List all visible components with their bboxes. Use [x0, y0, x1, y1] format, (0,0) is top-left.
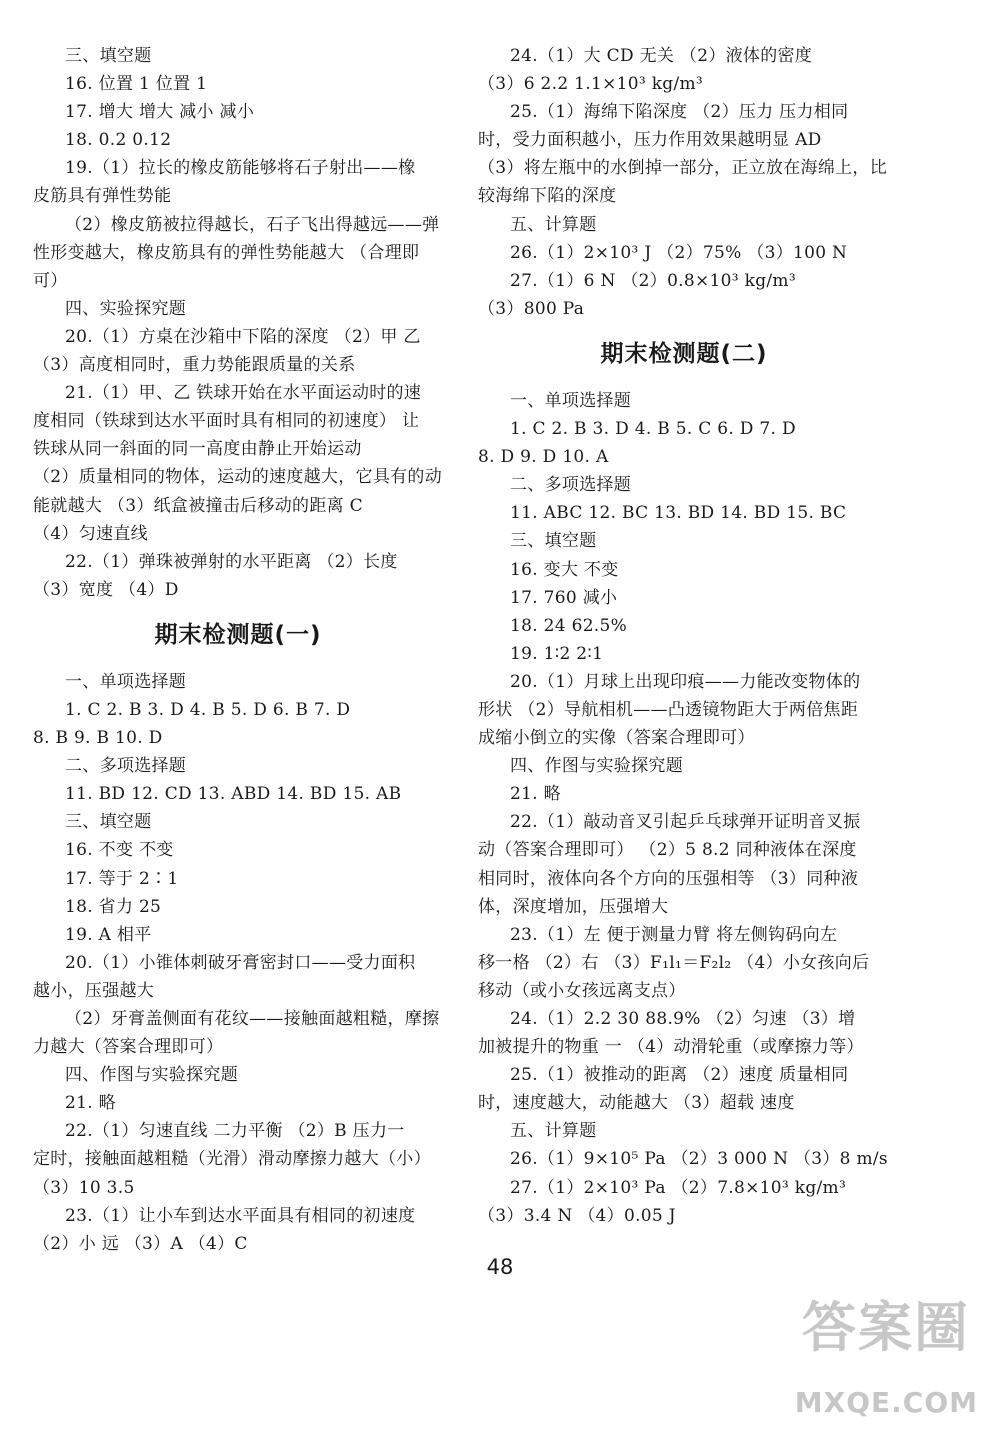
answer-line: （2）小 远 （3）A （4）C [33, 1233, 248, 1254]
answer-line: 18. 省力 25 [65, 896, 162, 917]
answer-line: 时，速度越大，动能越大 （3）超载 速度 [478, 1093, 795, 1114]
answer-line: （3）宽度 （4）D [33, 579, 179, 600]
answer-line: 一、单项选择题 [65, 671, 187, 692]
answer-line: 18. 0.2 0.12 [65, 130, 172, 151]
answer-line: 20.（1）方桌在沙箱中下陷的深度 （2）甲 乙 [65, 326, 421, 347]
answer-line: （3）将左瓶中的水倒掉一部分，正立放在海绵上，比 [478, 158, 888, 179]
answer-line: 二、多项选择题 [65, 756, 187, 777]
section-title: 期末检测题(一) [154, 621, 322, 648]
answer-line: 移一格 （2）右 （3）F₁l₁＝F₂l₂ （4）小女孩向后 [478, 952, 870, 973]
answer-line: 越小，压强越大 [33, 980, 155, 1001]
answer-line: 21. 略 [65, 1093, 116, 1114]
answer-line: 26.（1）2×10³ J （2）75% （3）100 N [510, 242, 848, 263]
answer-line: 较海绵下陷的深度 [478, 186, 617, 207]
answer-line: 25.（1）被推动的距离 （2）速度 质量相同 [510, 1065, 849, 1086]
answer-line: 20.（1）月球上出现印痕——力能改变物体的 [510, 671, 861, 692]
answer-line: 相同时，液体向各个方向的压强相等 （3）同种液 [478, 868, 859, 889]
answer-line: 18. 24 62.5% [510, 615, 628, 636]
answer-line: 移动（或小女孩远离支点） [478, 980, 686, 1001]
answer-line: 四、实验探究题 [65, 298, 187, 319]
answer-line: 23.（1）让小车到达水平面具有相同的初速度 [65, 1205, 416, 1226]
answer-line: 皮筋具有弹性势能 [33, 186, 172, 207]
section-title: 期末检测题(二) [600, 340, 768, 367]
answer-line: 能就越大 （3）纸盒被撞击后移动的距离 C [33, 495, 363, 516]
answer-line: 三、填空题 [65, 46, 152, 66]
answer-line: 26.（1）9×10⁵ Pa （2）3 000 N （3）8 m/s [510, 1149, 888, 1170]
watermark-text: 答案圈 [802, 1296, 970, 1359]
answer-line: 24.（1）2.2 30 88.9% （2）匀速 （3）增 [510, 1009, 856, 1029]
answer-line: （2）质量相同的物体，运动的速度越大，它具有的动 [33, 467, 443, 488]
answer-line: 五、计算题 [510, 1121, 597, 1142]
answer-line: （3）3.4 N （4）0.05 J [478, 1205, 676, 1226]
answer-line: 一、单项选择题 [510, 390, 632, 411]
answer-line: （3）高度相同时，重力势能跟质量的关系 [33, 355, 356, 376]
watermark-logo [766, 1265, 986, 1425]
answer-line: 25.（1）海绵下陷深度 （2）压力 压力相同 [510, 102, 849, 123]
answer-line: 11. ABC 12. BC 13. BD 14. BD 15. BC [510, 503, 847, 524]
answer-line: 22.（1）匀速直线 二力平衡 （2）B 压力一 [65, 1121, 405, 1142]
answer-line: 21.（1）甲、乙 铁球开始在水平面运动时的速 [65, 383, 422, 404]
answer-line: 22.（1）弹珠被弹射的水平距离 （2）长度 [65, 551, 398, 572]
answer-line: 27.（1）2×10³ Pa （2）7.8×10³ kg/m³ [510, 1177, 847, 1198]
answer-line: 铁球从同一斜面的同一高度由静止开始运动 [33, 439, 362, 460]
answer-line: 8. D 9. D 10. A [478, 447, 609, 468]
answer-line: 形状 （2）导航相机——凸透镜物距大于两倍焦距 [478, 699, 859, 720]
answer-line: （2）牙膏盖侧面有花纹——接触面越粗糙，摩擦 [65, 1009, 440, 1029]
answer-line: （3）800 Pa [478, 298, 585, 319]
answer-line: 23.（1）左 便于测量力臂 将左侧钩码向左 [510, 924, 838, 945]
answer-line: 加被提升的物重 一 （4）动滑轮重（或摩擦力等） [478, 1037, 864, 1058]
answer-line: 四、作图与实验探究题 [510, 756, 683, 777]
answer-line: 时，受力面积越小，压力作用效果越明显 AD [478, 130, 822, 151]
answer-line: 二、多项选择题 [510, 475, 632, 496]
answer-line: 1. C 2. B 3. D 4. B 5. C 6. D 7. D [510, 419, 796, 440]
answer-line: 22.（1）敲动音叉引起乒乓球弹开证明音叉振 [510, 812, 861, 833]
answer-line: 17. 760 减小 [510, 587, 618, 608]
answer-line: （4）匀速直线 [33, 523, 148, 544]
answer-line: 五、计算题 [510, 214, 597, 235]
answer-line: 定时，接触面越粗糙（光滑）滑动摩擦力越大（小） [33, 1149, 431, 1170]
answer-line: 11. BD 12. CD 13. ABD 14. BD 15. AB [65, 784, 402, 805]
answer-line: 体，深度增加，压强增大 [478, 896, 669, 917]
answer-line: 成缩小倒立的实像（答案合理即可） [478, 728, 755, 749]
answer-line: 19.（1）拉长的橡皮筋能够将石子射出——橡 [65, 158, 416, 179]
answer-line: 27.（1）6 N （2）0.8×10³ kg/m³ [510, 270, 796, 291]
answer-line: 性形变越大，橡皮筋具有的弹性势能越大 （合理即 [33, 242, 420, 263]
answer-line: 20.（1）小锥体刺破牙膏密封口——受力面积 [65, 952, 416, 973]
answer-line: 可） [33, 270, 68, 291]
answer-line: （2）橡皮筋被拉得越长，石子飞出得越远——弹 [65, 214, 440, 235]
watermark-url: MXQE.COM [794, 1386, 978, 1419]
answer-line: 8. B 9. B 10. D [33, 728, 163, 749]
answer-line: 四、作图与实验探究题 [65, 1065, 238, 1086]
answer-line: 21. 略 [510, 784, 561, 805]
answer-line: （3）6 2.2 1.1×10³ kg/m³ [478, 74, 704, 95]
answer-line: 力越大（答案合理即可） [33, 1037, 224, 1058]
answer-line: 17. 等于 2∶1 [65, 868, 179, 889]
answer-line: 1. C 2. B 3. D 4. B 5. D 6. B 7. D [65, 699, 351, 720]
answer-line: 16. 不变 不变 [65, 840, 174, 861]
page-number: 48 [486, 1255, 514, 1279]
answer-line: 19. 1∶2 2∶1 [510, 643, 604, 664]
answer-line: 17. 增大 增大 减小 减小 [65, 102, 255, 123]
answer-line: 度相同（铁球到达水平面时具有相同的初速度） 让 [33, 411, 420, 432]
answer-line: （3）10 3.5 [33, 1177, 135, 1198]
right-column [478, 42, 890, 1230]
answer-line: 24.（1）大 CD 无关 （2）液体的密度 [510, 46, 813, 66]
left-column [33, 42, 443, 1258]
answer-line: 三、填空题 [510, 531, 597, 552]
answer-line: 19. A 相平 [65, 924, 152, 945]
answer-line: 16. 变大 不变 [510, 559, 619, 580]
answer-line: 16. 位置 1 位置 1 [65, 74, 208, 95]
answer-line: 三、填空题 [65, 812, 152, 833]
answer-line: 动（答案合理即可） （2）5 8.2 同种液体在深度 [478, 840, 857, 861]
